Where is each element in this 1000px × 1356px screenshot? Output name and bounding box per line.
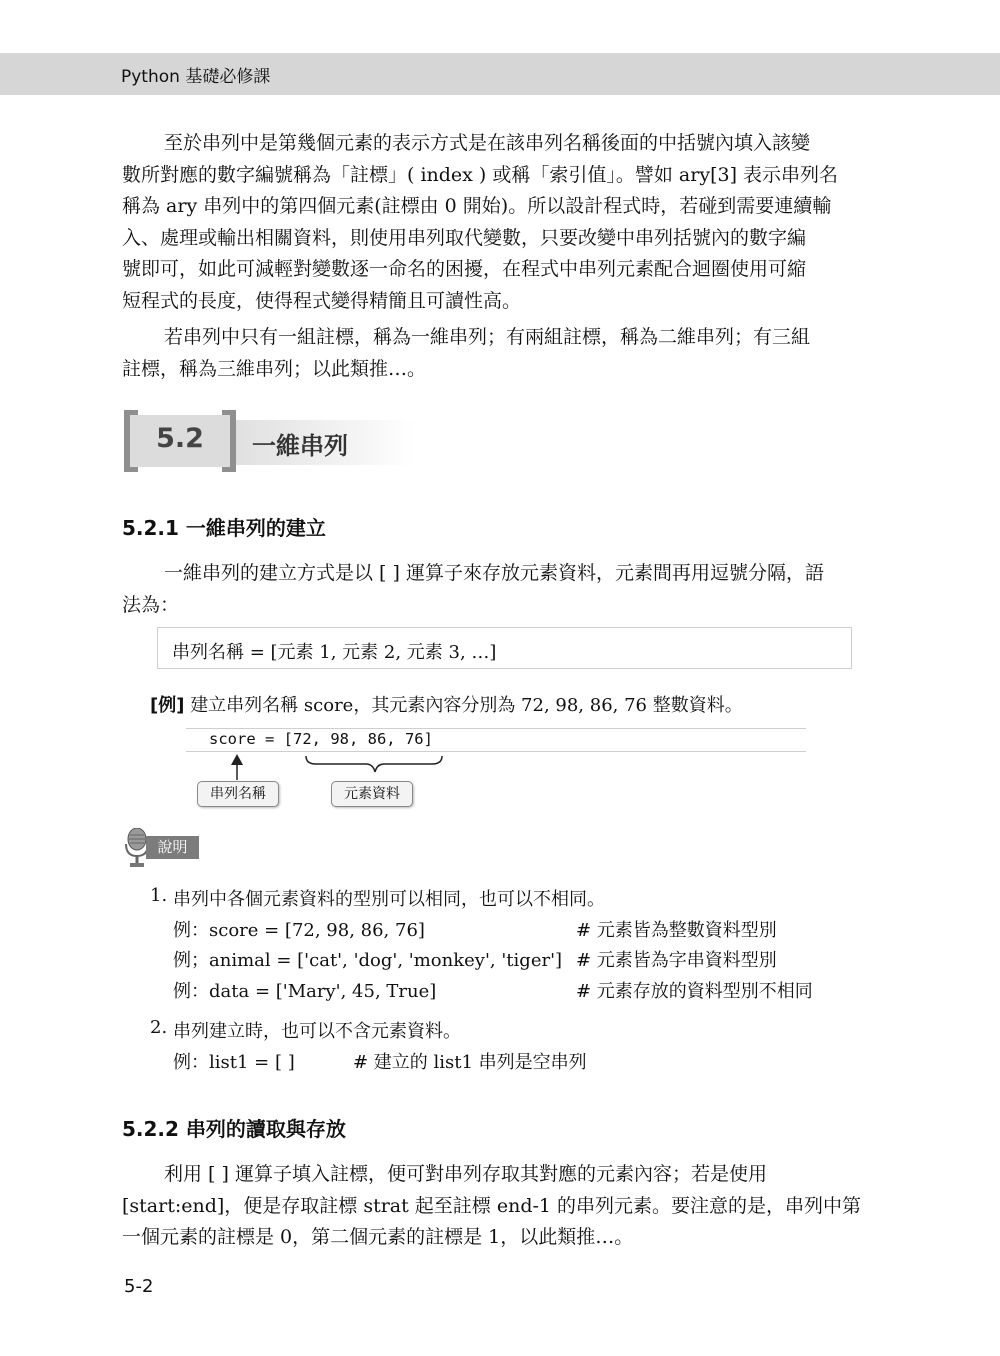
example-line	[150, 691, 743, 717]
list-item-text: 串列建立時，也可以不含元素資料。	[173, 1021, 461, 1042]
text-line: [start:end]，便是存取註標 strat 起至註標 end-1 的串列元素。要注意的是，串列中第	[122, 1194, 862, 1217]
subsection-2-paragraph	[122, 1159, 878, 1254]
example-code: 例：data = ['Mary', 45, True]	[173, 981, 437, 1002]
curly-brace-icon	[306, 756, 442, 772]
example-label: [例]	[150, 695, 185, 716]
example-code: 例：score = [72, 98, 86, 76]	[173, 920, 425, 941]
text-line: 入、處理或輸出相關資料，則使用串列取代變數，只要改變中串列括號內的數字編	[122, 226, 807, 249]
text-line: 稱為 ary 串列中的第四個元素(註標由 0 開始)。所以設計程式時，若碰到需要連續輸	[122, 195, 832, 217]
code-line: score = [72, 98, 86, 76]	[209, 730, 433, 748]
section-title: 一維串列	[252, 432, 348, 460]
text-line: 利用 [ ] 運算子填入註標，便可對串列存取其對應的元素內容；若是使用	[164, 1163, 767, 1185]
arrow-up-icon	[231, 754, 243, 765]
tag-list-name: 串列名稱	[197, 781, 279, 807]
syntax-text: 串列名稱 = [元素 1, 元素 2, 元素 3, …]	[172, 642, 497, 663]
list-number: 1.	[150, 885, 168, 906]
example-code: 例；animal = ['cat', 'dog', 'monkey', 'tiger']	[173, 950, 563, 971]
example-comment: # 元素皆為整數資料型別	[576, 920, 777, 941]
subsection-1-paragraph	[122, 558, 878, 621]
list-number: 2.	[150, 1017, 168, 1038]
text-line: 一個元素的註標是 0，第二個元素的註標是 1，以此類推…。	[122, 1226, 634, 1248]
text-line: 至於串列中是第幾個元素的表示方式是在該串列名稱後面的中括號內填入該變	[164, 132, 811, 154]
page-number: 5-2	[124, 1276, 154, 1297]
text-line: 一維串列的建立方式是以 [ ] 運算子來存放元素資料，元素間再用逗號分隔，語	[164, 562, 824, 584]
note-label: 說明	[146, 836, 199, 859]
example-code: 例：list1 = [ ]	[173, 1052, 295, 1073]
text-line: 若串列中只有一組註標，稱為一維串列；有兩組註標，稱為二維串列；有三組	[164, 326, 811, 348]
list-item-text: 串列中各個元素資料的型別可以相同，也可以不相同。	[173, 889, 605, 910]
intro-paragraph-1	[122, 128, 878, 317]
example-text: 建立串列名稱 score，其元素內容分別為 72, 98, 86, 76 整數資料。	[190, 695, 743, 716]
running-header: Python 基礎必修課	[121, 67, 271, 87]
text-line: 號即可，如此可減輕對變數逐一命名的困擾，在程式中串列元素配合迴圈使用可縮	[122, 258, 807, 280]
text-line: 註標，稱為三維串列；以此類推…。	[122, 357, 427, 380]
tag-element-data: 元素資料	[331, 781, 413, 807]
text-line: 短程式的長度，使得程式變得精簡且可讀性高。	[122, 289, 522, 312]
text-line: 數所對應的數字編號稱為「註標」( index ) 或稱「索引值」。譬如 ary[3] 表示串列名	[122, 163, 839, 186]
subsection-heading-5-2-1: 5.2.1 一維串列的建立	[122, 516, 326, 540]
annotation-lines	[186, 752, 446, 782]
example-comment: # 元素存放的資料型別不相同	[576, 981, 813, 1002]
code-rule-top	[186, 728, 806, 729]
example-comment: # 元素皆為字串資料型別	[576, 950, 777, 971]
subsection-heading-5-2-2: 5.2.2 串列的讀取與存放	[122, 1117, 346, 1141]
example-comment: # 建立的 list1 串列是空串列	[353, 1052, 587, 1073]
intro-paragraph-2	[122, 322, 878, 385]
text-line: 法為：	[122, 593, 180, 616]
section-number: 5.2	[156, 423, 204, 454]
